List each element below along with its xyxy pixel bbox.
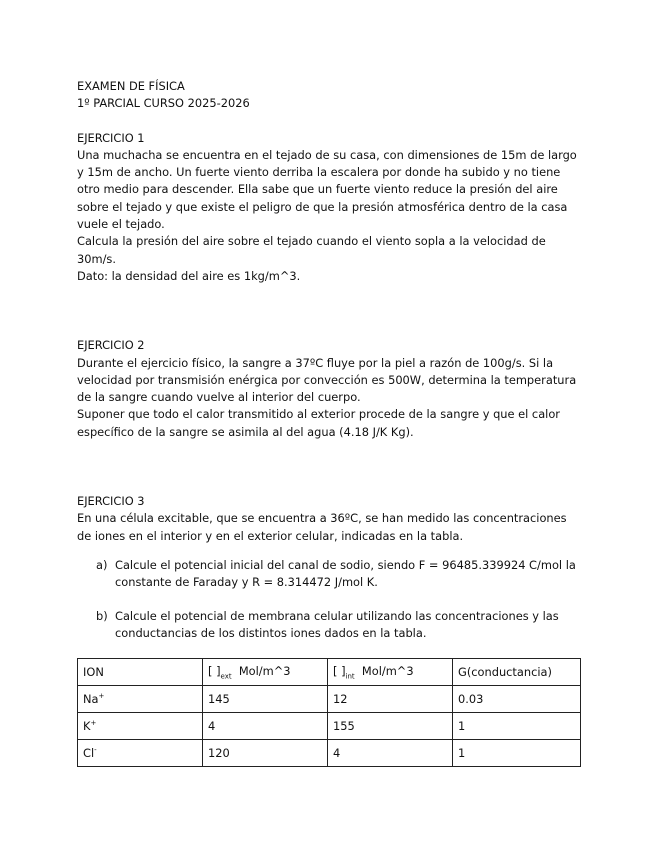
cell-int: 4 [328, 740, 453, 767]
list-item-text: Calcule el potencial inicial del canal de sodio, siendo F = 96485.339924 C/mol la constante de Faraday y R = 8.314472 J/mol K. [115, 557, 576, 590]
exercise-1-body: Una muchacha se encuentra en el tejado de su casa, con dimensiones de 15m de largo y 15m de ancho. Un fuerte viento derriba la escalera por donde ha subido y no tiene otro medio para descender. Ella sabe que un fuerte viento reduce la presión del aire sobre el tejado y que existe el peligro de que la presión atmosférica dentro de la casa vuele el tejado. [77, 147, 577, 232]
table-header-row [78, 659, 581, 686]
list-marker: a) [96, 557, 108, 572]
exercise-1 [77, 130, 582, 286]
header-ion: ION [78, 659, 203, 686]
ion-table [77, 658, 581, 767]
exercise-1-heading: EJERCICIO 1 [77, 130, 145, 145]
exercise-3-items [77, 557, 582, 642]
exercise-3 [77, 493, 582, 767]
exercise-3-body: En una célula excitable, que se encuentra a 36ºC, se han medido las concentraciones de iones en el interior y en el exterior celular, indicadas en la tabla. [77, 511, 567, 543]
exam-subtitle: 1º PARCIAL CURSO 2025-2026 [77, 96, 250, 111]
table-row [78, 713, 581, 740]
list-item-text: Calcule el potencial de membrana celular utilizando las concentraciones y las conductancias de los distintos iones dados en la tabla. [115, 608, 559, 640]
cell-ion: K+ [78, 713, 203, 740]
cell-g: 1 [453, 713, 581, 740]
exercise-2-heading: EJERCICIO 2 [77, 338, 145, 353]
cell-int: 155 [328, 713, 453, 740]
header-ext-concentration: [ ]$_{ext}$ Mol/m^3 [203, 659, 328, 686]
exercise-2-note: Suponer que todo el calor transmitido al exterior procede de la sangre y que el calor específico de la sangre se asimila al del agua (4.18 J/K Kg). [77, 407, 560, 439]
table-row [78, 740, 581, 767]
exercise-1-data: Dato: la densidad del aire es 1kg/m^3. [77, 268, 301, 283]
exercise-2-body: Durante el ejercicio físico, la sangre a 37ºC fluye por la piel a razón de 100g/s. Si la velocidad por transmisión enérgica por convección es 500W, determina la temperatura de la sangre cuando vuelve al interior del cuerpo. [77, 355, 577, 405]
list-item [77, 608, 582, 643]
exercise-3-heading: EJERCICIO 3 [77, 494, 145, 509]
exam-title: EXAMEN DE FÍSICA [77, 79, 185, 93]
exercise-1-question: Calcula la presión del aire sobre el tejado cuando el viento sopla a la velocidad de 30m/s. [77, 234, 546, 266]
header-conductance: G(conductancia) [453, 659, 581, 686]
cell-ext: 145 [203, 686, 328, 713]
cell-g: 0.03 [453, 686, 581, 713]
document-page [77, 78, 582, 767]
list-marker: b) [96, 608, 108, 623]
cell-ion: Cl- [78, 740, 203, 767]
cell-ext: 120 [203, 740, 328, 767]
table-row [78, 686, 581, 713]
cell-ion: Na+ [78, 686, 203, 713]
cell-ext: 4 [203, 713, 328, 740]
header-int-concentration: [ ]$_{int}$ Mol/m^3 [328, 659, 453, 686]
cell-g: 1 [453, 740, 581, 767]
exercise-2 [77, 337, 582, 441]
cell-int: 12 [328, 686, 453, 713]
list-item [77, 557, 582, 592]
